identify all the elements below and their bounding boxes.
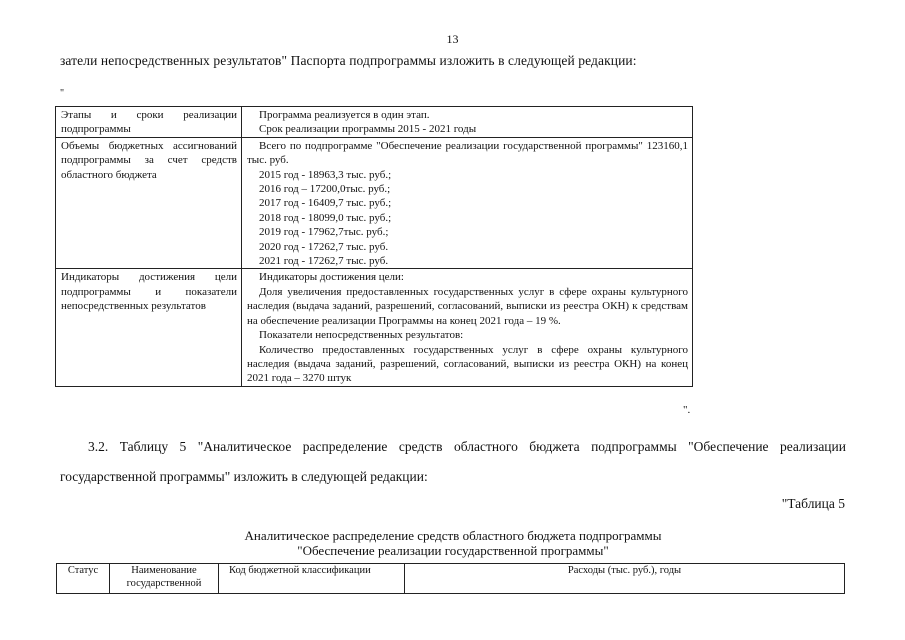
header-cell-name: Наименование государственной — [110, 564, 219, 594]
header-cell-code: Код бюджетной классификации — [219, 564, 405, 594]
header-cell-status: Статус — [57, 564, 110, 594]
table-row — [56, 269, 693, 386]
value-paragraph: Индикаторы достижения цели: — [259, 271, 404, 284]
value-line: Программа реализуется в один этап. — [259, 109, 430, 121]
value-line: 2021 год - 17262,7 тыс. руб. — [259, 255, 389, 268]
section-paragraph: 3.2. Таблицу 5 "Аналитическое распределение средств областного бюджета подпрограммы "Обеспечение реализации государственной программы" изложить в следующей редакции: — [60, 439, 846, 484]
passport-table — [55, 106, 693, 387]
row-label: Объемы бюджетных ассигнований подпрограммы за счет средств областного бюджета — [56, 137, 242, 269]
value-paragraph: Количество предоставленных государственных услуг в сфере охраны культурного наследия (выдача заданий, разрешений, согласований, выписки из реестра ОКН) на конец 2021 года – 3270 штук — [247, 343, 688, 385]
value-line: 2018 год - 18099,0 тыс. руб.; — [259, 211, 392, 224]
page-number: 13 — [446, 32, 459, 46]
value-paragraph: Доля увеличения предоставленных государственных услуг в сфере охраны культурного наследия (выдача заданий, разрешений, согласований, выписки из реестра ОКН) к средствам на обеспечение реализации Программы на конец 2021 года – 19 %. — [247, 285, 688, 327]
intro-text: затели непосредственных результатов" Паспорта подпрограммы изложить в следующей редакции: — [60, 53, 637, 68]
header-cell-expenses: Расходы (тыс. руб.), годы — [405, 564, 845, 594]
row-value — [242, 107, 693, 138]
table-row — [56, 137, 693, 269]
table-caption — [60, 528, 846, 558]
table-header-row — [57, 564, 845, 594]
value-line: Срок реализации программы 2015 - 2021 годы — [259, 123, 477, 136]
opening-quote: " — [60, 88, 65, 99]
distribution-table — [56, 563, 845, 594]
row-label: Индикаторы достижения цели подпрограммы и показатели непосредственных результатов — [56, 269, 242, 386]
value-paragraph: Всего по подпрограмме "Обеспечение реализации государственной программы" 123160,1 тыс. руб. — [247, 139, 688, 167]
row-value — [242, 137, 693, 269]
value-line: 2020 год - 17262,7 тыс. руб. — [259, 240, 389, 253]
row-value — [242, 269, 693, 386]
table-row — [56, 107, 693, 138]
caption-line: "Обеспечение реализации государственной программы" — [297, 543, 609, 558]
value-paragraph: Показатели непосредственных результатов: — [259, 329, 464, 342]
value-line: 2017 год - 16409,7 тыс. руб.; — [259, 197, 392, 210]
caption-line: Аналитическое распределение средств областного бюджета подпрограммы — [244, 528, 662, 543]
closing-quote: ". — [683, 404, 691, 416]
value-line: 2015 год - 18963,3 тыс. руб.; — [259, 168, 392, 181]
row-label: Этапы и сроки реализации подпрограммы — [56, 107, 242, 138]
value-line: 2016 год – 17200,0тыс. руб.; — [259, 183, 391, 196]
value-line: 2019 год - 17962,7тыс. руб.; — [259, 226, 389, 239]
table-number-label: "Таблица 5 — [781, 496, 845, 511]
